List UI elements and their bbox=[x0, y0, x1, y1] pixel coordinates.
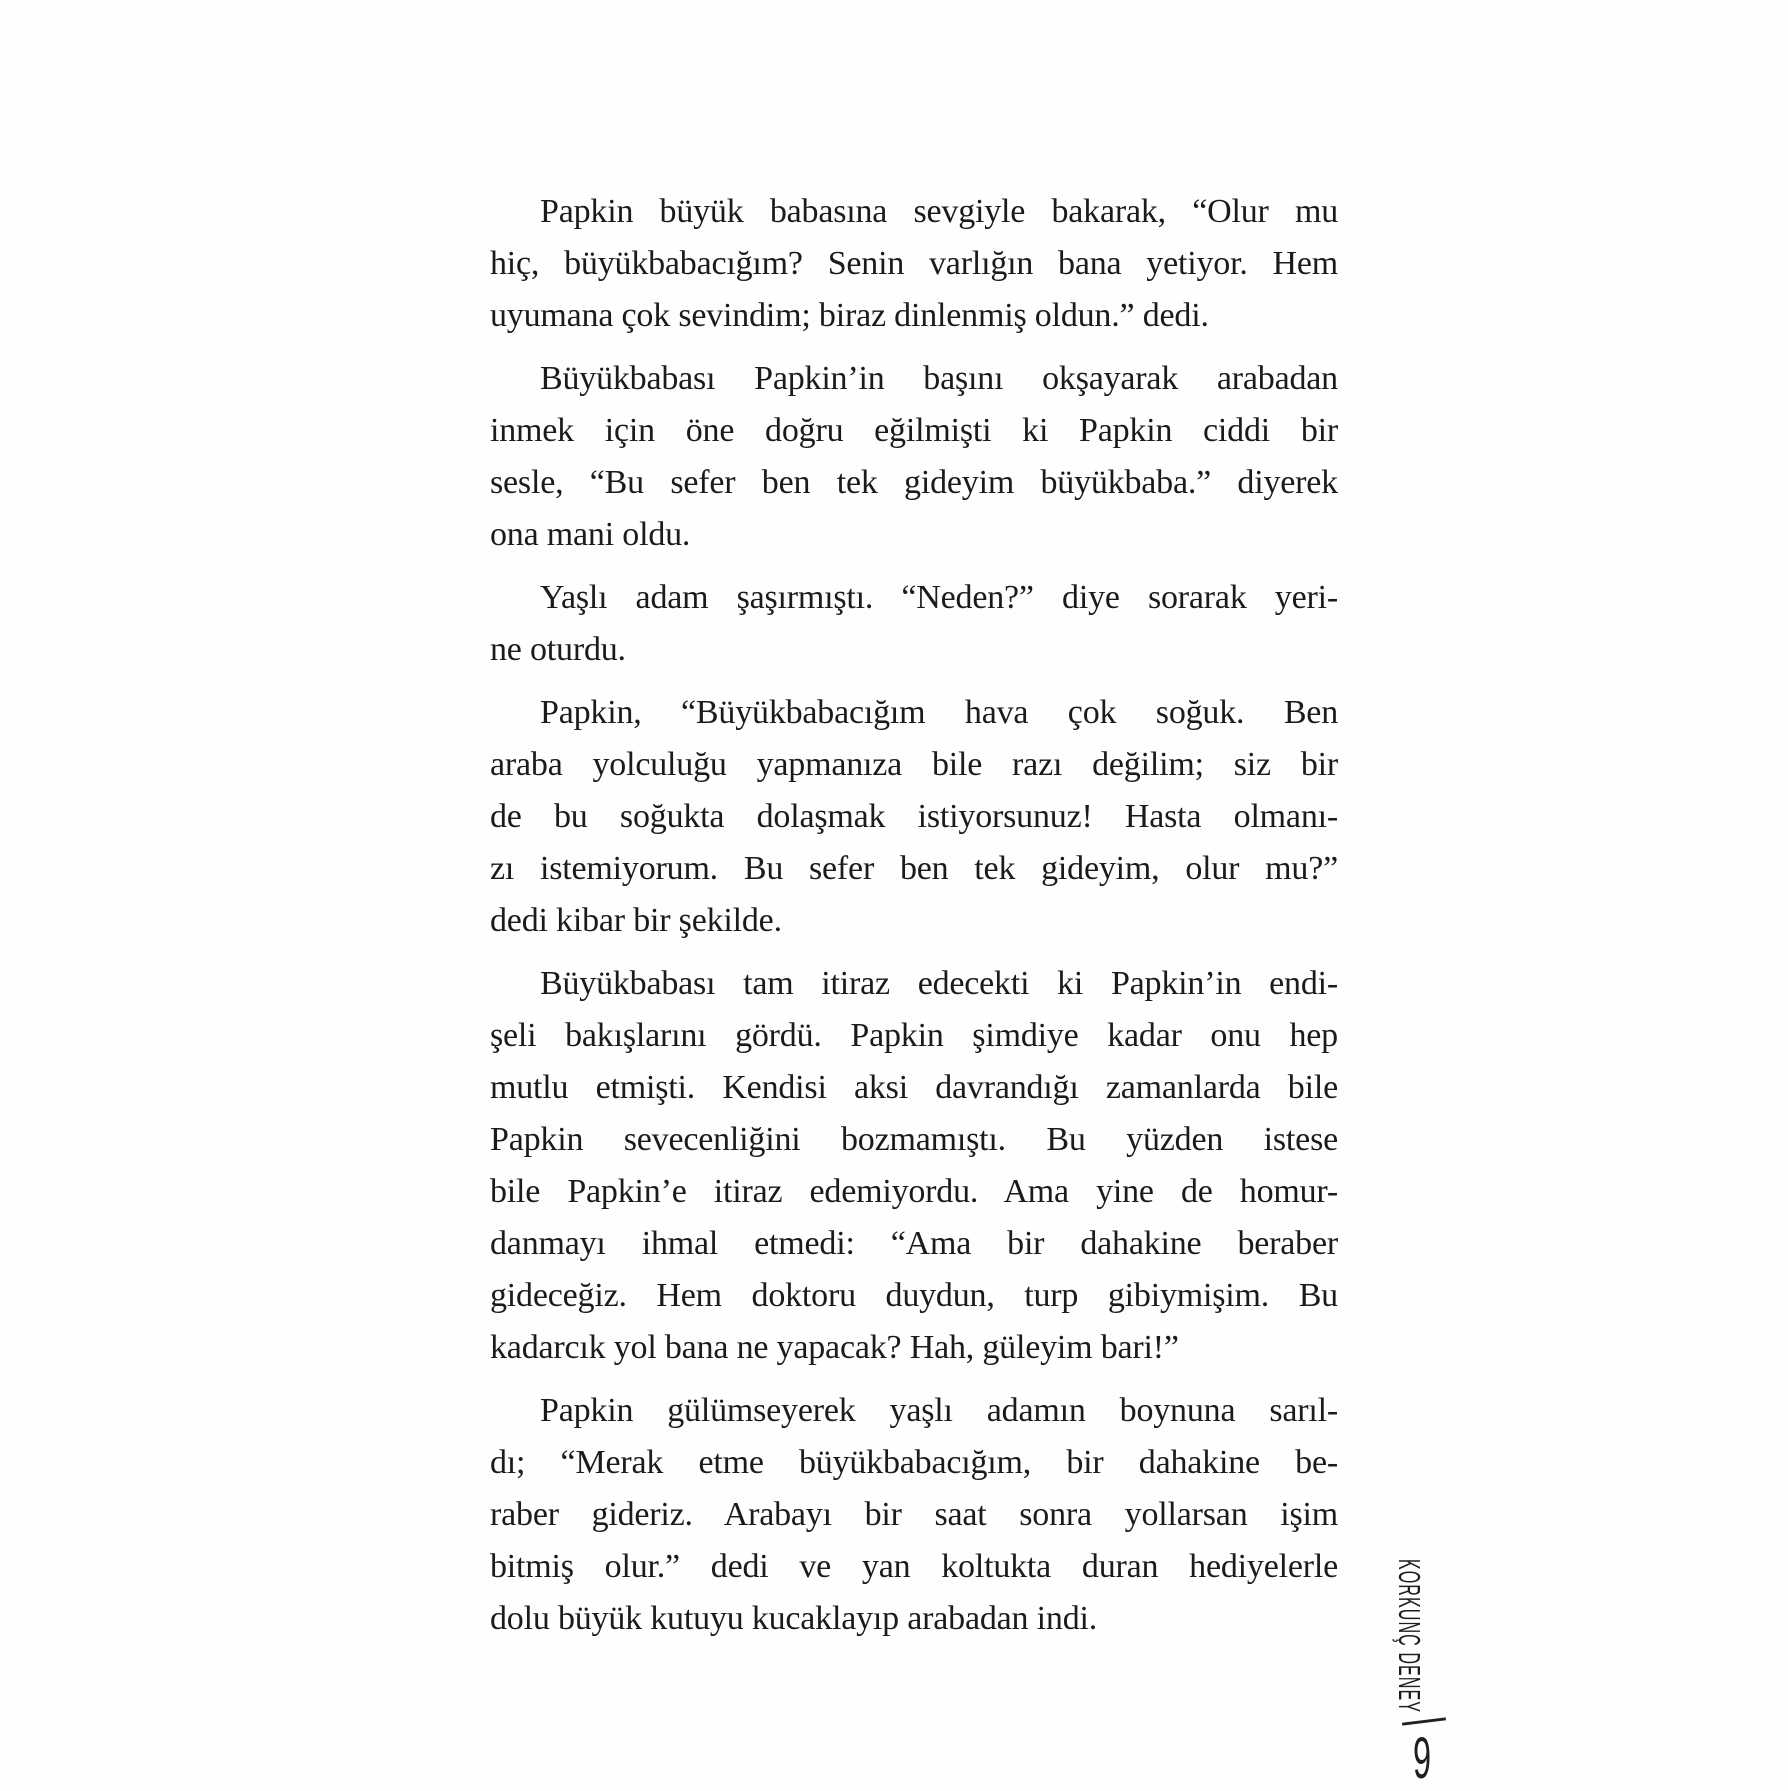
text-line: ona mani oldu. bbox=[490, 516, 691, 553]
text-line: dolu büyük kutuyu kucaklayıp arabadan indi. bbox=[490, 1600, 1098, 1637]
paragraph bbox=[490, 186, 1338, 342]
text-line: de bu soğukta dolaşmak istiyorsunuz! Hasta olmanı- bbox=[490, 798, 1338, 835]
text-line: dedi kibar bir şekilde. bbox=[490, 902, 782, 939]
paragraph bbox=[490, 687, 1338, 947]
text-line: Büyükbabası tam itiraz edecekti ki Papkin’in endi- bbox=[540, 965, 1338, 1002]
text-line: bitmiş olur.” dedi ve yan koltukta duran hediyelerle bbox=[490, 1548, 1338, 1585]
text-line: Papkin büyük babasına sevgiyle bakarak, “Olur mu bbox=[540, 193, 1338, 230]
text-line: zı istemiyorum. Bu sefer ben tek gideyim, olur mu?” bbox=[490, 850, 1338, 887]
text-line: inmek için öne doğru eğilmişti ki Papkin ciddi bir bbox=[490, 412, 1338, 449]
page-number: 9 bbox=[1412, 1723, 1432, 1791]
text-line: şeli bakışlarını gördü. Papkin şimdiye kadar onu hep bbox=[490, 1017, 1338, 1054]
paragraph bbox=[490, 572, 1338, 676]
text-line: danmayı ihmal etmedi: “Ama bir dahakine beraber bbox=[490, 1225, 1338, 1262]
text-line: Büyükbabası Papkin’in başını okşayarak arabadan bbox=[540, 360, 1338, 397]
text-line: gideceğiz. Hem doktoru duydun, turp gibiymişim. Bu bbox=[490, 1277, 1338, 1314]
text-line: Papkin, “Büyükbabacığım hava çok soğuk. Ben bbox=[540, 694, 1338, 731]
text-line: uyumana çok sevindim; biraz dinlenmiş oldun.” dedi. bbox=[490, 297, 1209, 334]
text-line: mutlu etmişti. Kendisi aksi davrandığı zamanlarda bile bbox=[490, 1069, 1338, 1106]
text-line: Papkin gülümseyerek yaşlı adamın boynuna sarıl- bbox=[540, 1392, 1338, 1429]
text-line: bile Papkin’e itiraz edemiyordu. Ama yine de homur- bbox=[490, 1173, 1338, 1210]
text-line: Yaşlı adam şaşırmıştı. “Neden?” diye sorarak yeri- bbox=[540, 579, 1338, 616]
text-line: dı; “Merak etme büyükbabacığım, bir dahakine be- bbox=[490, 1444, 1338, 1481]
paragraph bbox=[490, 958, 1338, 1374]
text-line: hiç, büyükbabacığım? Senin varlığın bana yetiyor. Hem bbox=[490, 245, 1338, 282]
paragraph bbox=[490, 1385, 1338, 1645]
page-text-block bbox=[490, 186, 1338, 1645]
text-line: araba yolculuğu yapmanıza bile razı değilim; siz bir bbox=[490, 746, 1338, 783]
paragraph bbox=[490, 353, 1338, 561]
text-line: kadarcık yol bana ne yapacak? Hah, güleyim bari!” bbox=[490, 1329, 1179, 1366]
book-title-vertical: KORKUNÇ DENEY bbox=[1392, 1558, 1427, 1714]
text-line: sesle, “Bu sefer ben tek gideyim büyükbaba.” diyerek bbox=[490, 464, 1338, 501]
text-line: ne oturdu. bbox=[490, 631, 626, 668]
text-line: Papkin sevecenliğini bozmamıştı. Bu yüzden istese bbox=[490, 1121, 1338, 1158]
text-line: raber gideriz. Arabayı bir saat sonra yollarsan işim bbox=[490, 1496, 1338, 1533]
